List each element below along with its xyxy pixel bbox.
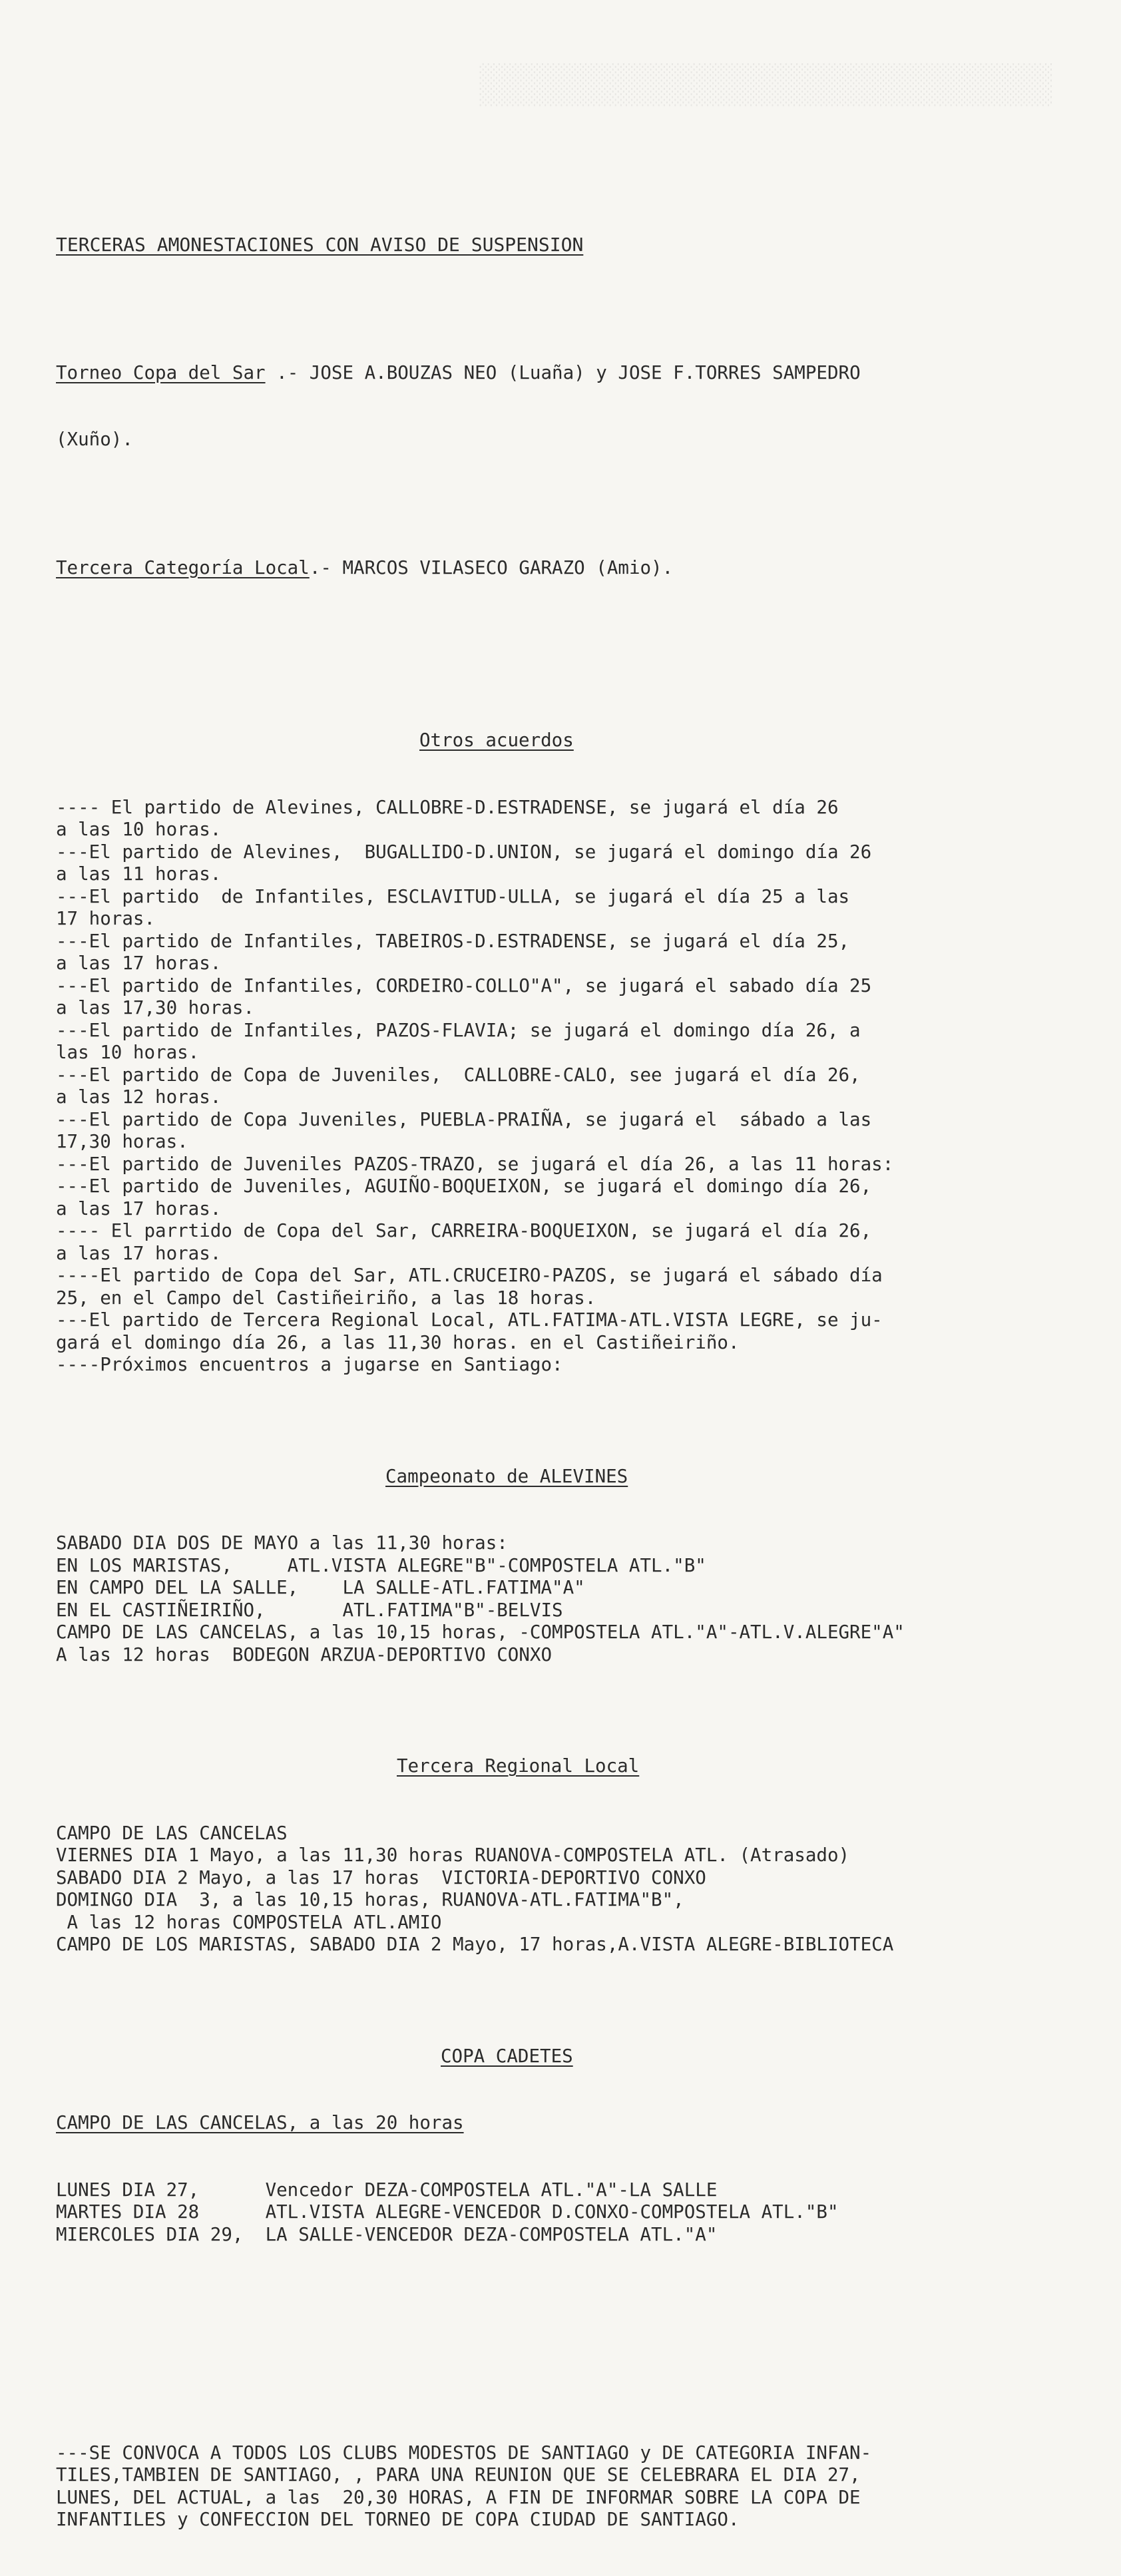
torneo-copa-text-cont: (Xuño).	[56, 429, 133, 450]
tercera-regional-line: CAMPO DE LOS MARISTAS, SABADO DIA 2 Mayo, 17 horas,A.VISTA ALEGRE-BIBLIOTECA	[56, 1934, 894, 1955]
tercera-regional-heading: Tercera Regional Local	[397, 1755, 640, 1777]
acuerdo-line: ---El partido de Juveniles, AGUIÑO-BOQUEIXON, se jugará el domingo día 26,	[56, 1176, 872, 1197]
acuerdo-line: a las 17 horas.	[56, 1197, 222, 1219]
acuerdo-line: las 10 horas.	[56, 1042, 200, 1063]
copa-cadetes-line: MIERCOLES DIA 29, LA SALLE-VENCEDOR DEZA-COMPOSTELA ATL."A"	[56, 2223, 718, 2245]
otros-acuerdos-list	[56, 797, 1081, 1377]
acuerdo-line: ---El partido de Infantiles, PAZOS-FLAVIA; se jugará el domingo día 26, a	[56, 1019, 861, 1041]
torneo-copa-text: .- JOSE A.BOUZAS NEO (Luaña) y JOSE F.TORRES SAMPEDRO	[265, 361, 861, 383]
torneo-copa-label: Torneo Copa del Sar	[56, 361, 266, 383]
acuerdo-line: ---El partido de Infantiles, TABEIROS-D.ESTRADENSE, se jugará el día 25,	[56, 930, 850, 952]
tercera-regional-line: VIERNES DIA 1 Mayo, a las 11,30 horas RUANOVA-COMPOSTELA ATL. (Atrasado)	[56, 1844, 850, 1866]
acuerdo-line: ---El partido de Tercera Regional Local, ATL.FATIMA-ATL.VISTA LEGRE, se ju-	[56, 1309, 883, 1331]
spacer	[56, 624, 1081, 640]
acuerdo-line: a las 17,30 horas.	[56, 997, 255, 1018]
tercera-categoria-text: .- MARCOS VILASECO GARAZO (Amio).	[309, 556, 674, 578]
acuerdo-line: ----El partido de Copa del Sar, ATL.CRUCEIRO-PAZOS, se jugará el sábado día	[56, 1265, 883, 1286]
copa-cadetes-list	[56, 2179, 1081, 2247]
convocatoria-line: TILES,TAMBIEN DE SANTIAGO, , PARA UNA REUNION QUE SE CELEBRARA EL DIA 27,	[56, 2464, 861, 2485]
alevines-list	[56, 1532, 1081, 1666]
acuerdo-line: ---El partido de Copa Juveniles, PUEBLA-PRAIÑA, se jugará el sábado a las	[56, 1108, 872, 1130]
acuerdo-line: gará el domingo día 26, a las 11,30 horas. en el Castiñeiriño.	[56, 1331, 740, 1353]
alevines-heading-line	[56, 1466, 1081, 1488]
tercera-regional-line: SABADO DIA 2 Mayo, a las 17 horas VICTORIA-DEPORTIVO CONXO	[56, 1866, 706, 1888]
acuerdo-line: ---El partido de Juveniles PAZOS-TRAZO, se jugará el día 26, a las 11 horas:	[56, 1153, 894, 1175]
copa-cadetes-line: MARTES DIA 28 ATL.VISTA ALEGRE-VENCEDOR D.CONXO-COMPOSTELA ATL."B"	[56, 2201, 839, 2223]
alevines-line: EN LOS MARISTAS, ATL.VISTA ALEGRE"B"-COMPOSTELA ATL."B"	[56, 1554, 706, 1576]
alevines-line: A las 12 horas BODEGON ARZUA-DEPORTIVO CONXO	[56, 1643, 553, 1665]
acuerdo-line: 17,30 horas.	[56, 1131, 188, 1152]
acuerdo-line: ---El partido de Infantiles, ESCLAVITUD-ULLA, se jugará el día 25 a las	[56, 885, 850, 907]
acuerdo-line: 17 horas.	[56, 908, 156, 929]
otros-acuerdos-heading: Otros acuerdos	[419, 730, 574, 751]
convocatoria-paragraph	[56, 2442, 1081, 2531]
copa-cadetes-subheading: CAMPO DE LAS CANCELAS, a las 20 horas	[56, 2112, 464, 2133]
convocatoria-line: LUNES, DEL ACTUAL, a las 20,30 HORAS, A FIN DE INFORMAR SOBRE LA COPA DE	[56, 2486, 861, 2508]
copa-cadetes-heading: COPA CADETES	[441, 2045, 573, 2067]
copa-cadetes-line: LUNES DIA 27, Vencedor DEZA-COMPOSTELA ATL."A"-LA SALLE	[56, 2179, 718, 2201]
acuerdo-line: ---- El parrtido de Copa del Sar, CARREIRA-BOQUEIXON, se jugará el día 26,	[56, 1220, 872, 1241]
alevines-heading: Campeonato de ALEVINES	[385, 1465, 628, 1487]
tercera-regional-line: CAMPO DE LAS CANCELAS	[56, 1822, 288, 1844]
acuerdo-line: a las 17 horas.	[56, 1242, 222, 1264]
tercera-categoria-label: Tercera Categoría Local	[56, 556, 310, 578]
otros-heading-line	[56, 730, 1081, 752]
acuerdo-line: ----Próximos encuentros a jugarse en Santiago:	[56, 1354, 563, 1375]
cadetes-subheading-line	[56, 2112, 1081, 2135]
acuerdo-line: a las 12 horas.	[56, 1086, 222, 1108]
acuerdo-line: 25, en el Campo del Castiñeiriño, a las 18 horas.	[56, 1287, 596, 1309]
amonestaciones-heading: TERCERAS AMONESTACIONES CON AVISO DE SUSPENSION	[56, 234, 584, 256]
convocatoria-line: ---SE CONVOCA A TODOS LOS CLUBS MODESTOS DE SANTIAGO y DE CATEGORIA INFAN-	[56, 2442, 872, 2464]
spacer	[56, 301, 1081, 318]
tercera-regional-list	[56, 1823, 1081, 1956]
acuerdo-line: ---El partido de Infantiles, CORDEIRO-COLLO"A", se jugará el sabado día 25	[56, 974, 872, 996]
acuerdo-line: a las 11 horas.	[56, 863, 222, 885]
bleed-through-texture: ░░░░░░░░░░░░░░░░░░░░░░░░░░░░░░░░░░░░░░░░░░░░░░░░░░░░░ ░░░░░░░░░░░░░░░░░░░░░░░░░░░░░░░░░░░░░░░░░░░░░░░░░░░░░	[478, 64, 1052, 107]
acuerdo-line: ---El partido de Copa de Juveniles, CALLOBRE-CALO, see jugará el día 26,	[56, 1064, 861, 1086]
spacer	[56, 2313, 1081, 2353]
spacer	[56, 496, 1081, 513]
alevines-line: CAMPO DE LAS CANCELAS, a las 10,15 horas, -COMPOSTELA ATL."A"-ATL.V.ALEGRE"A"	[56, 1621, 905, 1643]
acuerdo-line: a las 17 horas.	[56, 953, 222, 974]
alevines-line: EN EL CASTIÑEIRIÑO, ATL.FATIMA"B"-BELVIS	[56, 1599, 563, 1621]
torneo-copa-line	[56, 362, 1081, 385]
tercera-heading-line	[56, 1755, 1081, 1778]
acuerdo-line: a las 10 horas.	[56, 819, 222, 840]
alevines-line: SABADO DIA DOS DE MAYO a las 11,30 horas:	[56, 1532, 508, 1554]
acuerdo-line: ---El partido de Alevines, BUGALLIDO-D.UNION, se jugará el domingo día 26	[56, 841, 872, 863]
tercera-regional-line: DOMINGO DIA 3, a las 10,15 horas, RUANOVA-ATL.FATIMA"B",	[56, 1889, 684, 1910]
tercera-regional-line: A las 12 horas COMPOSTELA ATL.AMIO	[56, 1911, 442, 1933]
tercera-categoria-line	[56, 557, 1081, 580]
cadetes-heading-line	[56, 2045, 1081, 2068]
acuerdo-line: ---- El partido de Alevines, CALLOBRE-D.ESTRADENSE, se jugará el día 26	[56, 796, 839, 818]
convocatoria-line: INFANTILES y CONFECCION DEL TORNEO DE COPA CIUDAD DE SANTIAGO.	[56, 2509, 740, 2530]
alevines-line: EN CAMPO DEL LA SALLE, LA SALLE-ATL.FATIMA"A"	[56, 1577, 585, 1598]
